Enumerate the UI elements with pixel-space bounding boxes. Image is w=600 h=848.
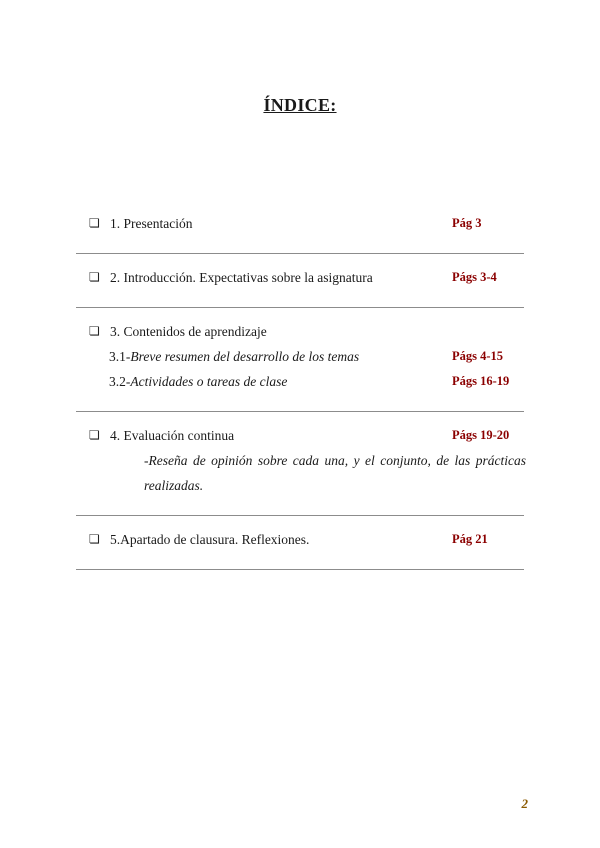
toc-section-4 [76,412,524,516]
toc-page-ref[interactable]: Págs 19-20 [452,428,510,442]
page-title: ÍNDICE: [263,95,337,115]
toc-subentry [76,369,524,394]
checkbox-bullet-icon: ❏ [89,216,100,230]
checkbox-bullet-icon: ❏ [89,324,100,338]
toc-subentry-title[interactable]: Actividades o tareas de clase [130,374,288,389]
toc-page-ref[interactable]: Pág 3 [452,216,482,230]
toc-entry-title[interactable]: 3. Contenidos de aprendizaje [110,324,267,339]
checkbox-bullet-icon: ❏ [89,532,100,546]
toc-subentry-prefix: 3.1- [109,349,131,364]
toc-entry-title[interactable]: 4. Evaluación continua [110,428,235,443]
toc-page-ref[interactable]: Págs 3-4 [452,270,497,284]
toc-section-2 [76,254,524,308]
toc-section-3 [76,308,524,412]
toc-subentry [76,344,524,369]
checkbox-bullet-icon: ❏ [89,270,100,284]
toc-subentry-title[interactable]: Breve resumen del desarrollo de los temas [130,349,360,364]
toc-page-ref[interactable]: Pág 21 [452,532,488,546]
toc-entry-title[interactable]: 2. Introducción. Expectativas sobre la asignatura [110,270,373,285]
toc-subentry-prefix: 3.2- [109,374,131,389]
checkbox-bullet-icon: ❏ [89,428,100,442]
toc-entry-note: -Reseña de opinión sobre cada una, y el conjunto, de las prácticas realizadas. [144,453,526,493]
toc-section-1 [76,200,524,254]
page-number: 2 [521,796,528,811]
toc-entry-title[interactable]: 5.Apartado de clausura. Reflexiones. [110,532,310,547]
toc-section-5 [76,516,524,570]
toc-page-ref[interactable]: Págs 4-15 [452,349,504,363]
table-of-contents [76,200,524,570]
toc-page-ref[interactable]: Págs 16-19 [452,374,510,388]
toc-entry-title[interactable]: 1. Presentación [110,216,193,231]
